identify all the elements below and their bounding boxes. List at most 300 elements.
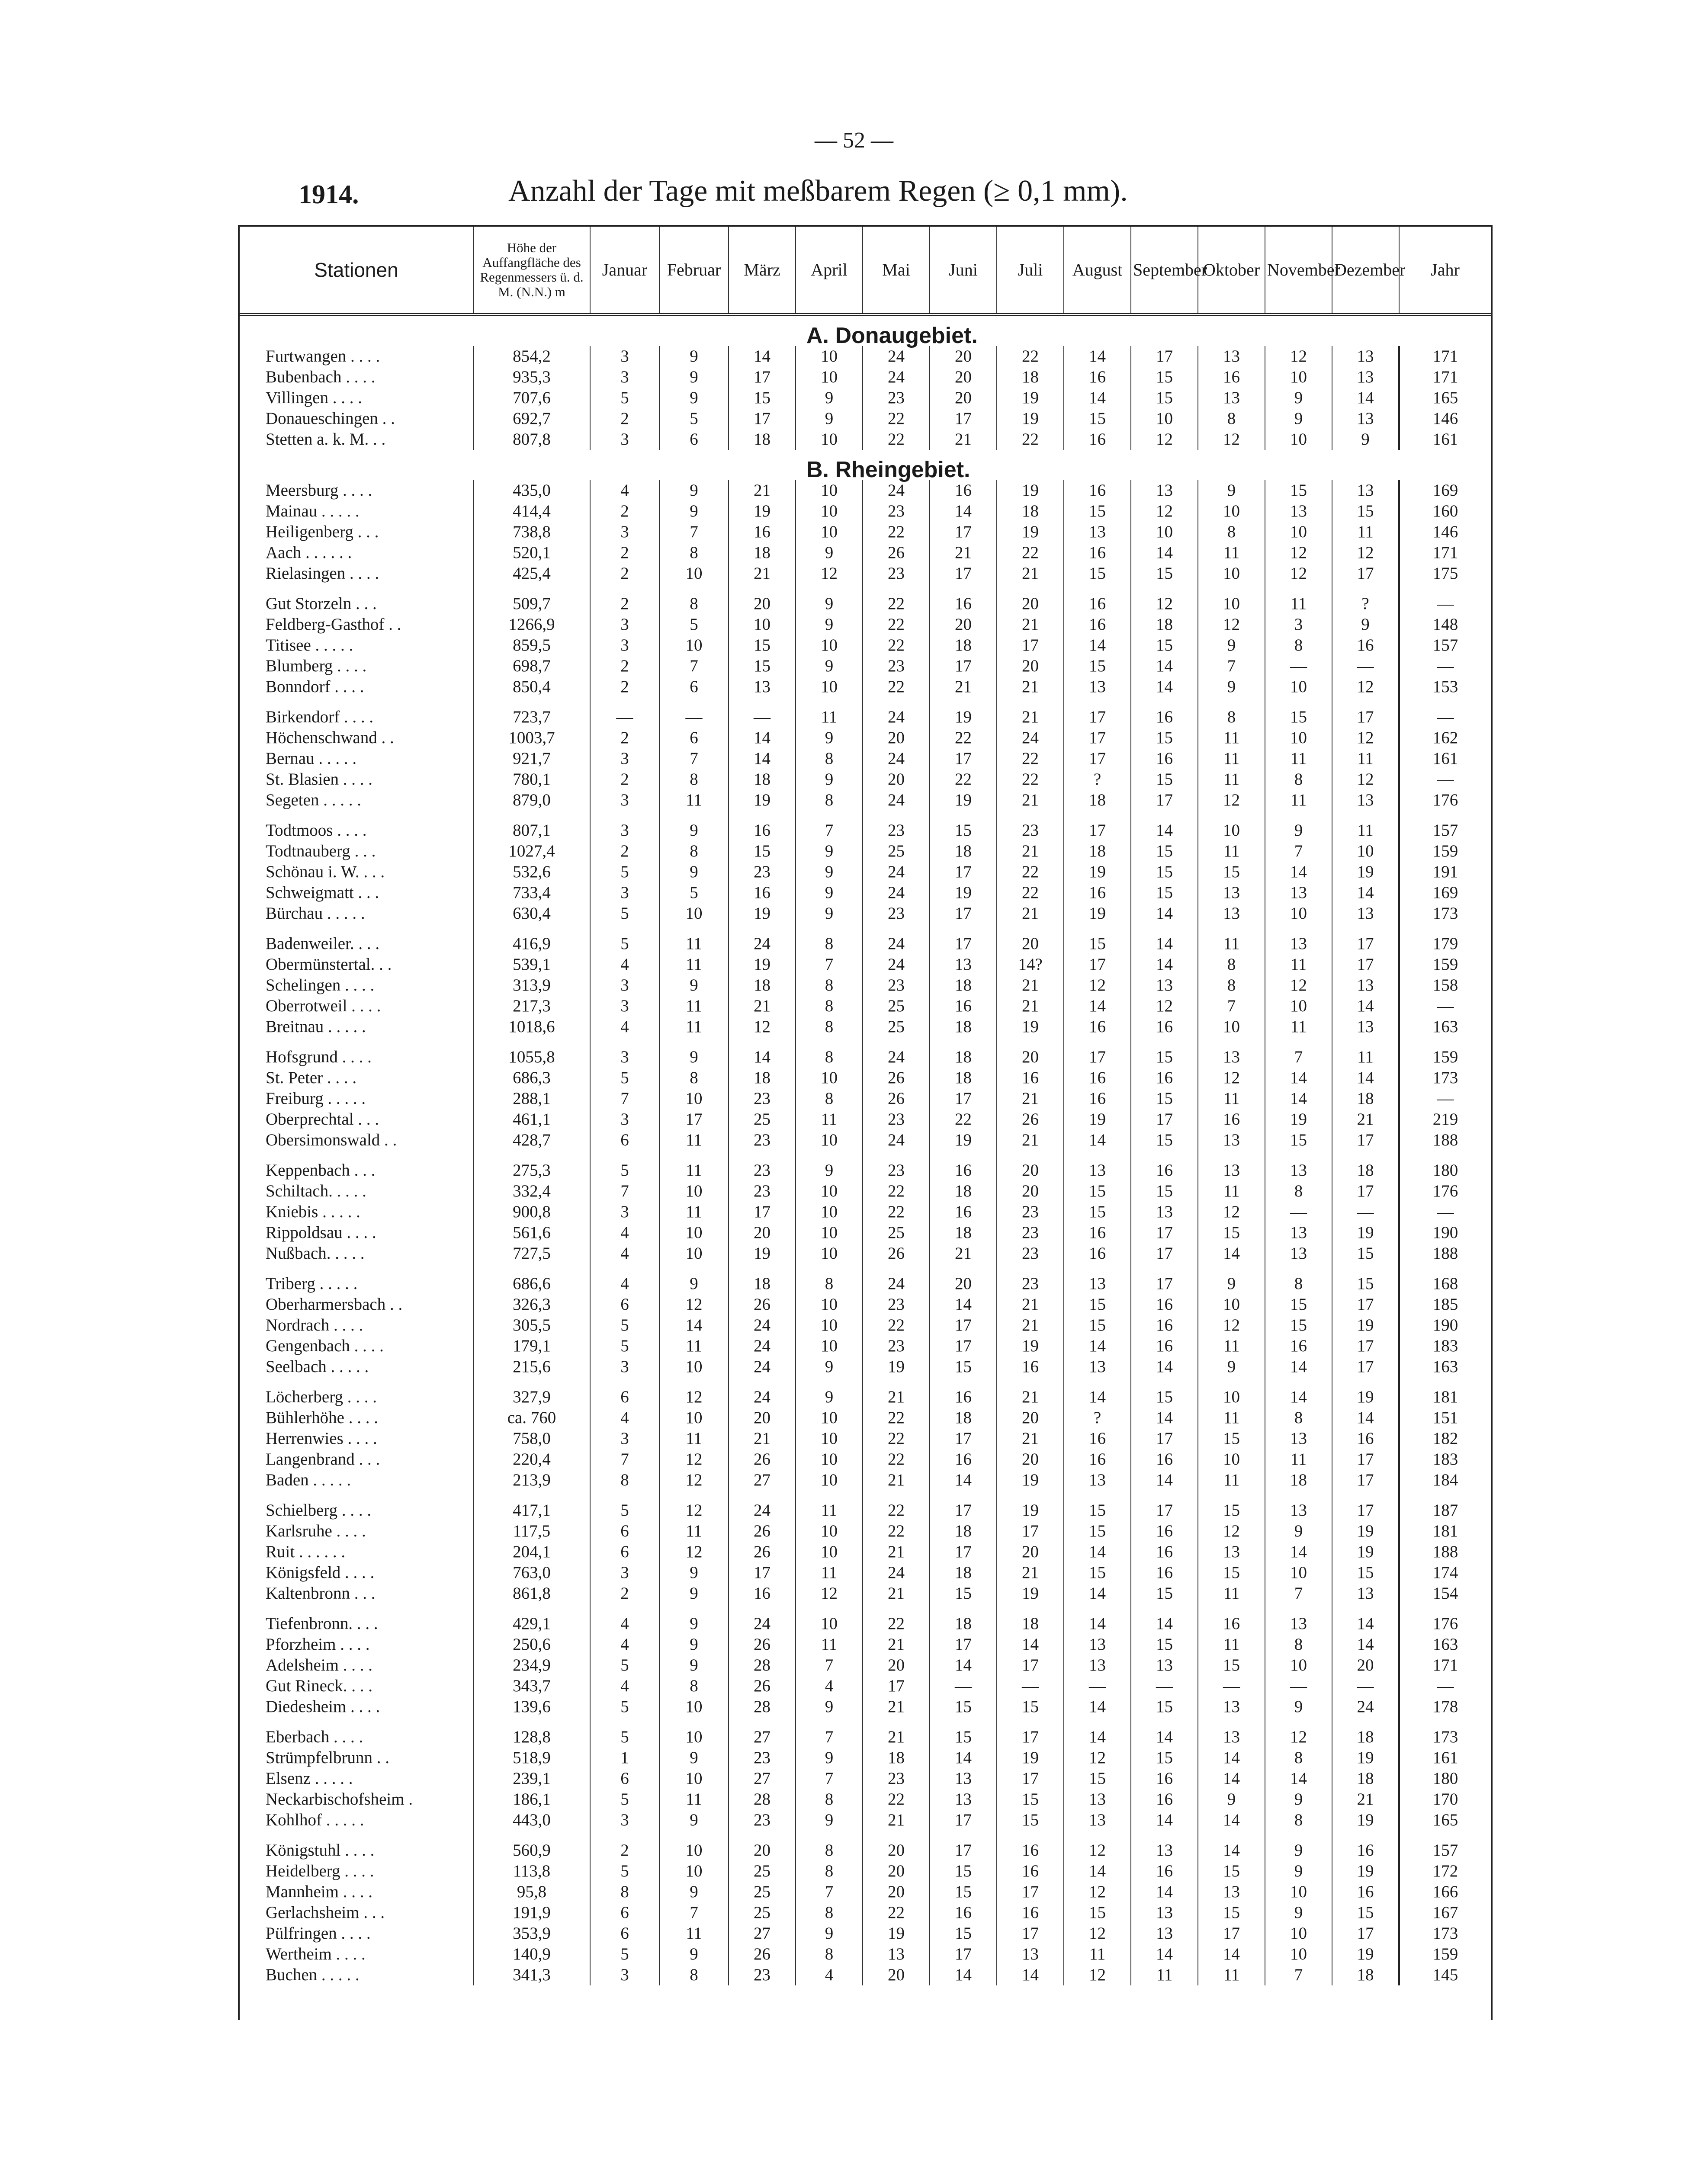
month-value: 6 [659,728,729,748]
month-value: 17 [1332,1449,1399,1470]
month-value: 14 [1131,1356,1198,1377]
month-value: 9 [1198,635,1265,656]
year-total: 161 [1399,748,1491,769]
month-value: 14 [930,1965,997,1985]
month-value: 10 [659,903,729,924]
station-height: 1027,4 [473,841,590,862]
gap-cell [240,811,473,820]
year-total: 171 [1399,346,1491,367]
year-total: — [1399,1202,1491,1222]
month-value: 21 [1332,1109,1399,1130]
month-value: 11 [1198,1181,1265,1202]
month-value: 21 [863,1583,930,1604]
month-value: 10 [1198,563,1265,584]
month-value: 15 [1131,563,1198,584]
year-total: 171 [1399,542,1491,563]
month-value: 14 [930,1655,997,1676]
month-value: 8 [796,790,863,811]
month-value: 14 [1064,388,1131,408]
month-value: ? [1332,593,1399,614]
month-value: 17 [1198,1923,1265,1944]
station-height: 288,1 [473,1088,590,1109]
month-value: 8 [1198,522,1265,542]
station-height: 854,2 [473,346,590,367]
year-total: 158 [1399,975,1491,996]
gap-cell [1265,584,1332,593]
month-value: 14 [729,748,796,769]
gap-cell [473,584,590,593]
month-value: 9 [659,1273,729,1294]
table-row [240,1542,1491,1562]
station-height: 723,7 [473,707,590,728]
table-row [240,542,1491,563]
gap-cell [729,1491,796,1500]
month-value: 15 [1198,1562,1265,1583]
gap-cell [796,584,863,593]
month-value: 4 [590,1016,659,1037]
month-value: 17 [1332,1336,1399,1356]
month-value: 23 [729,862,796,882]
station-name: Donaueschingen . . [266,409,395,428]
month-value: 7 [1265,841,1332,862]
gap-cell [930,1037,997,1047]
station-name: Bühlerhöhe . . . . [266,1408,378,1427]
month-value: 21 [997,996,1064,1016]
month-value: 16 [1131,1016,1198,1037]
station-name: Freiburg . . . . . [266,1089,366,1108]
month-value: 23 [863,1336,930,1356]
month-value: 7 [659,1902,729,1923]
month-value: 23 [997,1222,1064,1243]
month-value: 13 [1198,1130,1265,1151]
month-value: 17 [1131,1273,1198,1294]
month-value: 11 [1198,1965,1265,1985]
month-value: 11 [796,1500,863,1521]
month-value: 16 [729,1583,796,1604]
station-name: Elsenz . . . . . [266,1769,353,1788]
table-row [240,1181,1491,1202]
month-value: 18 [997,1613,1064,1634]
month-value: 2 [590,769,659,790]
month-value: 13 [1332,480,1399,501]
month-value: 24 [863,1562,930,1583]
gap-cell [1265,1264,1332,1273]
month-value: 10 [1265,1655,1332,1676]
gap-cell [1198,1151,1265,1160]
station-height: 353,9 [473,1923,590,1944]
month-value: 22 [863,1202,930,1222]
month-value: 15 [997,1789,1064,1810]
month-value: 13 [1064,1273,1131,1294]
station-name: Neckarbischofsheim . [266,1790,413,1808]
gap-cell [1064,697,1131,707]
month-value: 24 [863,367,930,388]
table-row [240,1109,1491,1130]
month-value: 3 [590,522,659,542]
gap-cell [240,924,473,933]
month-value: 11 [1198,841,1265,862]
month-value: 9 [659,1583,729,1604]
month-value: 11 [659,1160,729,1181]
month-value: 16 [1265,1336,1332,1356]
month-value: 8 [796,996,863,1016]
station-height: 921,7 [473,748,590,769]
table-row [240,501,1491,522]
month-value: 13 [1064,522,1131,542]
month-value: 14 [1332,996,1399,1016]
month-value: 10 [659,635,729,656]
month-value: 16 [1332,1882,1399,1902]
month-value: 19 [1064,862,1131,882]
month-value: 17 [729,367,796,388]
month-value: 9 [1265,1840,1332,1861]
month-value: 16 [997,1861,1064,1882]
month-value: 8 [796,748,863,769]
year-total: 165 [1399,1810,1491,1831]
table-row [240,1923,1491,1944]
gap-cell [930,1491,997,1500]
month-value: 9 [1265,1789,1332,1810]
month-value: 20 [930,388,997,408]
month-value: 12 [796,1583,863,1604]
month-value: 21 [997,1130,1064,1151]
gap-cell [1131,584,1198,593]
month-value: 11 [1265,954,1332,975]
month-value: 8 [659,769,729,790]
month-value: 15 [1131,1387,1198,1408]
station-height: 780,1 [473,769,590,790]
month-value: 9 [659,501,729,522]
station-name: Ruit . . . . . . [266,1542,346,1561]
month-value: 18 [1064,841,1131,862]
year-total: 161 [1399,1748,1491,1768]
station-height: 807,8 [473,429,590,450]
month-value: 21 [997,563,1064,584]
month-value: 10 [659,1768,729,1789]
month-value: 20 [997,593,1064,614]
table-row [240,996,1491,1016]
month-value: 18 [1064,790,1131,811]
month-value: 16 [997,1902,1064,1923]
month-value: 4 [590,954,659,975]
month-value: 14 [1265,1768,1332,1789]
station-height: 341,3 [473,1965,590,1985]
station-height: 305,5 [473,1315,590,1336]
month-value: 21 [930,429,997,450]
station-height: 429,1 [473,1613,590,1634]
month-value: 26 [863,542,930,563]
month-value: 16 [930,1449,997,1470]
column-header-august: August [1064,227,1131,314]
table-row [240,1130,1491,1151]
month-value: 13 [1198,388,1265,408]
gap-cell [1332,1717,1399,1727]
station-height: 128,8 [473,1727,590,1748]
month-value: 14 [1198,1944,1265,1965]
month-value: 22 [997,769,1064,790]
month-value: 13 [1265,882,1332,903]
gap-cell [796,1831,863,1840]
station-height: 414,4 [473,501,590,522]
month-value: 20 [930,614,997,635]
month-value: 19 [863,1923,930,1944]
month-value: 25 [863,841,930,862]
month-value: 9 [796,1696,863,1717]
month-value: 20 [930,1273,997,1294]
month-value: 21 [997,903,1064,924]
gap-cell [590,697,659,707]
year-total: 183 [1399,1336,1491,1356]
month-value: 14 [1064,1336,1131,1356]
month-value: 11 [659,933,729,954]
month-value: 14 [1064,1387,1131,1408]
month-value: 12 [1198,790,1265,811]
month-value: 8 [1198,954,1265,975]
table-row [240,346,1491,367]
table-row [240,1768,1491,1789]
month-value: 18 [1332,1768,1399,1789]
month-value: 12 [796,563,863,584]
gap-cell [1265,1717,1332,1727]
month-value: 8 [1198,408,1265,429]
month-value: 4 [590,1676,659,1696]
gap-cell [1198,697,1265,707]
month-value: — [1265,1202,1332,1222]
month-value: 10 [796,1449,863,1470]
month-value: 18 [930,841,997,862]
page-number: — 52 — [815,128,893,153]
month-value: 11 [1131,1965,1198,1985]
year-total: 178 [1399,1696,1491,1717]
gap-cell [997,1151,1064,1160]
month-value: 12 [1332,769,1399,790]
table-row [240,1655,1491,1676]
month-value: 11 [1198,1583,1265,1604]
station-height: 217,3 [473,996,590,1016]
month-value: 14 [1332,882,1399,903]
month-value: 13 [1064,1634,1131,1655]
month-value: 2 [590,1583,659,1604]
month-value: 24 [863,862,930,882]
month-value: 13 [1265,501,1332,522]
gap-cell [863,1037,930,1047]
month-value: 16 [1131,1449,1198,1470]
month-value: ? [1064,769,1131,790]
month-value: 17 [1332,1130,1399,1151]
month-value: 17 [930,656,997,677]
month-value: 18 [1332,1160,1399,1181]
gap-cell [1332,1831,1399,1840]
station-name: Bürchau . . . . . [266,904,365,923]
month-value: 14 [930,1294,997,1315]
month-value: 14 [1332,388,1399,408]
month-value: 9 [796,1356,863,1377]
month-value: 12 [1265,975,1332,996]
month-value: 14 [1064,346,1131,367]
month-value: 16 [1131,707,1198,728]
month-value: 15 [1131,1181,1198,1202]
month-value: 18 [1131,614,1198,635]
gap-cell [729,697,796,707]
month-value: 18 [930,1408,997,1428]
month-value: 16 [1064,882,1131,903]
month-value: 16 [1131,1562,1198,1583]
month-value: 17 [1332,1294,1399,1315]
month-value: 26 [729,1294,796,1315]
month-value: 12 [1131,429,1198,450]
month-value: 17 [997,1882,1064,1902]
gap-cell [997,811,1064,820]
column-header-juni: Juni [930,227,997,314]
month-value: 12 [1064,1923,1131,1944]
month-value: 23 [863,903,930,924]
month-value: 20 [997,656,1064,677]
month-value: 3 [590,1109,659,1130]
month-value: 11 [659,1923,729,1944]
group-gap-row [240,1264,1491,1273]
month-value: 6 [590,1521,659,1542]
month-value: 11 [659,1521,729,1542]
gap-cell [1265,924,1332,933]
month-value: 13 [1198,1727,1265,1748]
station-name: Gut Rineck. . . . [266,1677,372,1695]
month-value: 17 [659,1109,729,1130]
month-value: 4 [796,1676,863,1696]
station-height: 900,8 [473,1202,590,1222]
month-value: 5 [659,408,729,429]
station-height: 698,7 [473,656,590,677]
month-value: 17 [1064,954,1131,975]
month-value: 16 [1064,1088,1131,1109]
month-value: 10 [796,635,863,656]
month-value: 14 [1131,1408,1198,1428]
month-value: 7 [796,1655,863,1676]
month-value: 14 [997,1634,1064,1655]
month-value: 9 [1265,820,1332,841]
gap-cell [659,811,729,820]
month-value: 16 [1131,1861,1198,1882]
month-value: 9 [659,1634,729,1655]
year-total: — [1399,1088,1491,1109]
year-total: — [1399,656,1491,677]
station-height: 443,0 [473,1810,590,1831]
month-value: 11 [659,996,729,1016]
month-value: 28 [729,1789,796,1810]
table-row [240,1676,1491,1696]
table-row [240,1882,1491,1902]
month-value: 13 [1198,903,1265,924]
month-value: 13 [1064,1789,1131,1810]
gap-cell [240,697,473,707]
year-total: 151 [1399,1408,1491,1428]
month-value: 26 [863,1243,930,1264]
station-height: 140,9 [473,1944,590,1965]
month-value: 2 [590,542,659,563]
month-value: 17 [1332,1181,1399,1202]
month-value: 23 [729,1160,796,1181]
month-value: 23 [997,820,1064,841]
table-row [240,882,1491,903]
table-row [240,1861,1491,1882]
month-value: 8 [659,841,729,862]
station-name: Meersburg . . . . [266,481,372,500]
month-value: 19 [997,1336,1064,1356]
month-value: 10 [796,1315,863,1336]
month-value: 7 [796,820,863,841]
month-value: 3 [590,975,659,996]
gap-cell [473,1717,590,1727]
month-value: 19 [729,1243,796,1264]
month-value: 14 [1265,862,1332,882]
month-value: 7 [1265,1965,1332,1985]
year-total: 191 [1399,862,1491,882]
month-value: 21 [930,542,997,563]
station-name: Triberg . . . . . [266,1274,358,1293]
month-value: 12 [659,1500,729,1521]
month-value: 23 [997,1273,1064,1294]
table-row [240,1840,1491,1861]
gap-cell [1198,1831,1265,1840]
month-value: 4 [590,1222,659,1243]
year-total: 160 [1399,501,1491,522]
month-value: 19 [997,1748,1064,1768]
station-name: Karlsruhe . . . . [266,1522,366,1540]
table-row [240,388,1491,408]
month-value: 18 [930,1562,997,1583]
month-value: 18 [930,1047,997,1068]
month-value: 11 [1265,1449,1332,1470]
station-height: 727,5 [473,1243,590,1264]
month-value: 17 [930,1840,997,1861]
month-value: 10 [796,1222,863,1243]
gap-cell [590,1491,659,1500]
station-name: Aach . . . . . . [266,543,352,562]
gap-cell [1399,697,1491,707]
table-row [240,954,1491,975]
month-value: 17 [1131,1428,1198,1449]
gap-cell [1399,1377,1491,1387]
month-value: 23 [863,656,930,677]
month-value: 14 [1064,1727,1131,1748]
month-value: 24 [863,1047,930,1068]
gap-cell [1198,1604,1265,1613]
month-value: 15 [1131,882,1198,903]
table-row [240,1634,1491,1655]
table-row [240,1965,1491,1985]
month-value: 2 [590,841,659,862]
gap-cell [863,924,930,933]
gap-cell [1064,1491,1131,1500]
gap-cell [930,1604,997,1613]
month-value: 20 [863,1965,930,1985]
month-value: 13 [1332,367,1399,388]
gap-cell [1131,1831,1198,1840]
month-value: 12 [1064,1840,1131,1861]
month-value: 11 [659,1336,729,1356]
month-value: — [930,1676,997,1696]
table-row [240,1356,1491,1377]
year-total: 157 [1399,1840,1491,1861]
table-row [240,1273,1491,1294]
month-value: 20 [1332,1655,1399,1676]
month-value: 11 [1198,728,1265,748]
month-value: 15 [729,635,796,656]
month-value: 20 [729,1840,796,1861]
month-value: 15 [1064,1315,1131,1336]
month-value: 21 [863,1696,930,1717]
month-value: 14 [1198,1840,1265,1861]
month-value: 14 [1131,1727,1198,1748]
